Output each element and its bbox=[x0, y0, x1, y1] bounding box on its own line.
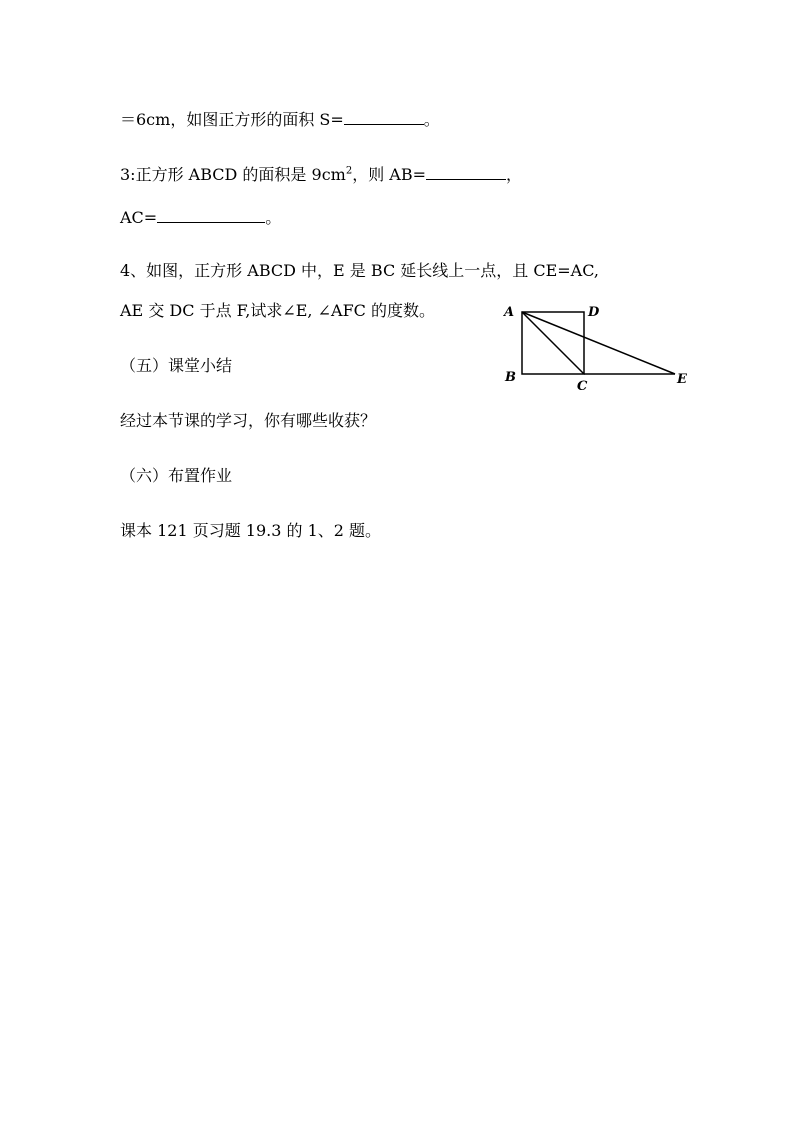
question-4-line-1: 4、如图，正方形 ABCD 中，E 是 BC 延长线上一点，且 CE=AC, bbox=[120, 261, 599, 280]
answer-blank-area bbox=[344, 108, 424, 125]
comma: ， bbox=[506, 165, 523, 184]
segment-ae bbox=[522, 312, 675, 374]
period: 。 bbox=[265, 208, 282, 227]
label-a: A bbox=[504, 305, 515, 320]
square-geometry-figure bbox=[500, 298, 700, 398]
diagonal-ac bbox=[522, 312, 584, 374]
label-d: D bbox=[588, 305, 600, 320]
answer-blank-ac bbox=[157, 206, 265, 223]
summary-question: 经过本节课的学习，你有哪些收获？ bbox=[120, 411, 377, 430]
superscript: 2 bbox=[345, 165, 353, 177]
section-five-heading: （五）课堂小结 bbox=[120, 356, 233, 375]
period: 。 bbox=[423, 110, 440, 129]
question-2-continued bbox=[120, 108, 440, 130]
question-2-text: ＝6cm，如图正方形的面积 S= bbox=[120, 110, 344, 129]
label-b: B bbox=[505, 370, 516, 385]
homework-text: 课本 121 页习题 19.3 的 1、2 题。 bbox=[120, 521, 382, 540]
section-six-heading: （六）布置作业 bbox=[120, 466, 233, 485]
label-c: C bbox=[577, 379, 588, 394]
question-3-ab: ，则 AB= bbox=[352, 165, 427, 184]
answer-blank-ab bbox=[426, 163, 506, 180]
question-4-line-2: AE 交 DC 于点 F,试求∠E, ∠AFC 的度数。 bbox=[120, 301, 435, 320]
label-e: E bbox=[677, 372, 687, 387]
question-3-text: 3:正方形 ABCD 的面积是 9cm bbox=[120, 165, 346, 184]
ac-label: AC= bbox=[120, 208, 158, 227]
question-3-ac bbox=[120, 206, 281, 228]
question-3 bbox=[120, 163, 522, 185]
